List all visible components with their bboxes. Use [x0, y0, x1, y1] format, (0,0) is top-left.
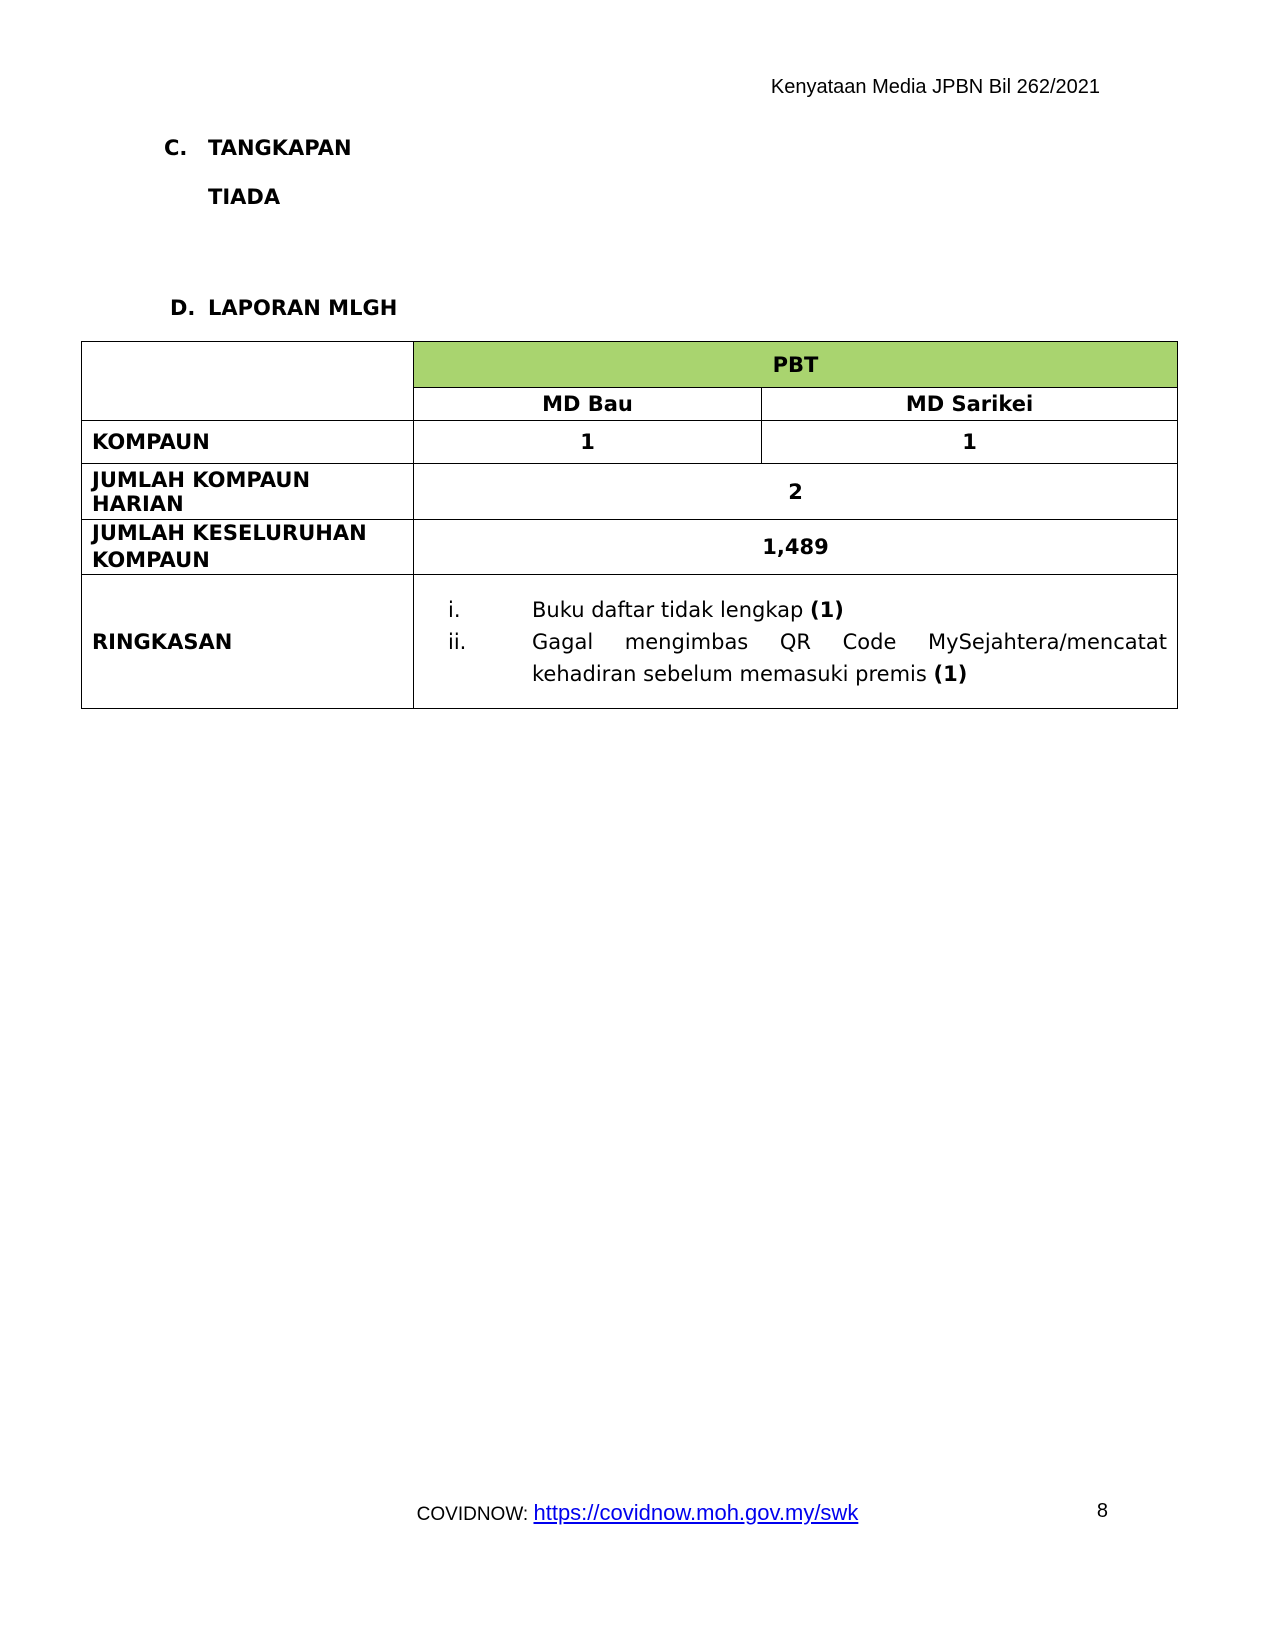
table-row — [82, 421, 1178, 464]
jumlah-kompaun-harian-value: 2 — [414, 464, 1178, 520]
kompaun-md-bau-value: 1 — [414, 421, 762, 464]
list-item-number: ii. — [448, 629, 467, 654]
section-d-heading — [170, 296, 397, 320]
section-d-letter: D. — [170, 296, 196, 320]
column-header-md-sarikei: MD Sarikei — [762, 388, 1178, 421]
list-item-text: Buku daftar tidak lengkap (1) — [532, 597, 844, 622]
section-c-content: TIADA — [208, 185, 281, 209]
column-header-md-bau: MD Bau — [414, 388, 762, 421]
section-c-title: TANGKAPAN — [208, 136, 352, 160]
row-label-jumlah-kompaun-harian: JUMLAH KOMPAUN HARIAN — [82, 464, 414, 520]
document-reference: Kenyataan Media JPBN Bil 262/2021 — [770, 76, 1100, 98]
summary-list — [424, 594, 1167, 690]
list-item-text: Gagal mengimbas QR Code MySejahtera/mencatat kehadiran sebelum memasuki premis (1) — [532, 629, 1167, 686]
table-row — [82, 575, 1178, 709]
ringkasan-cell — [414, 575, 1178, 709]
footer-label: COVIDNOW: — [416, 1504, 534, 1525]
row-label-jumlah-keseluruhan-kompaun — [82, 520, 414, 575]
kompaun-md-sarikei-value: 1 — [762, 421, 1178, 464]
page-number: 8 — [1096, 1500, 1108, 1522]
row-label-line-2: KOMPAUN — [92, 548, 210, 572]
mlgh-report-table — [81, 341, 1178, 709]
row-label-ringkasan: RINGKASAN — [82, 575, 414, 709]
section-c-heading — [164, 136, 352, 160]
section-d-title: LAPORAN MLGH — [208, 296, 398, 320]
list-item-count: (1) — [810, 597, 844, 622]
list-item-number: i. — [448, 597, 461, 622]
row-label-line-1: JUMLAH KESELURUHAN — [92, 521, 367, 545]
table-corner-cell — [82, 342, 414, 421]
list-item-count: (1) — [933, 661, 968, 686]
section-c-letter: C. — [164, 136, 188, 160]
pbt-group-header: PBT — [414, 342, 1178, 388]
list-item — [424, 594, 1167, 626]
table-row — [82, 464, 1178, 520]
covidnow-link[interactable]: https://covidnow.moh.gov.my/swk — [533, 1500, 859, 1525]
jumlah-keseluruhan-kompaun-value: 1,489 — [414, 520, 1178, 575]
list-item — [424, 626, 1167, 690]
row-label-kompaun: KOMPAUN — [82, 421, 414, 464]
table-row — [82, 520, 1178, 575]
